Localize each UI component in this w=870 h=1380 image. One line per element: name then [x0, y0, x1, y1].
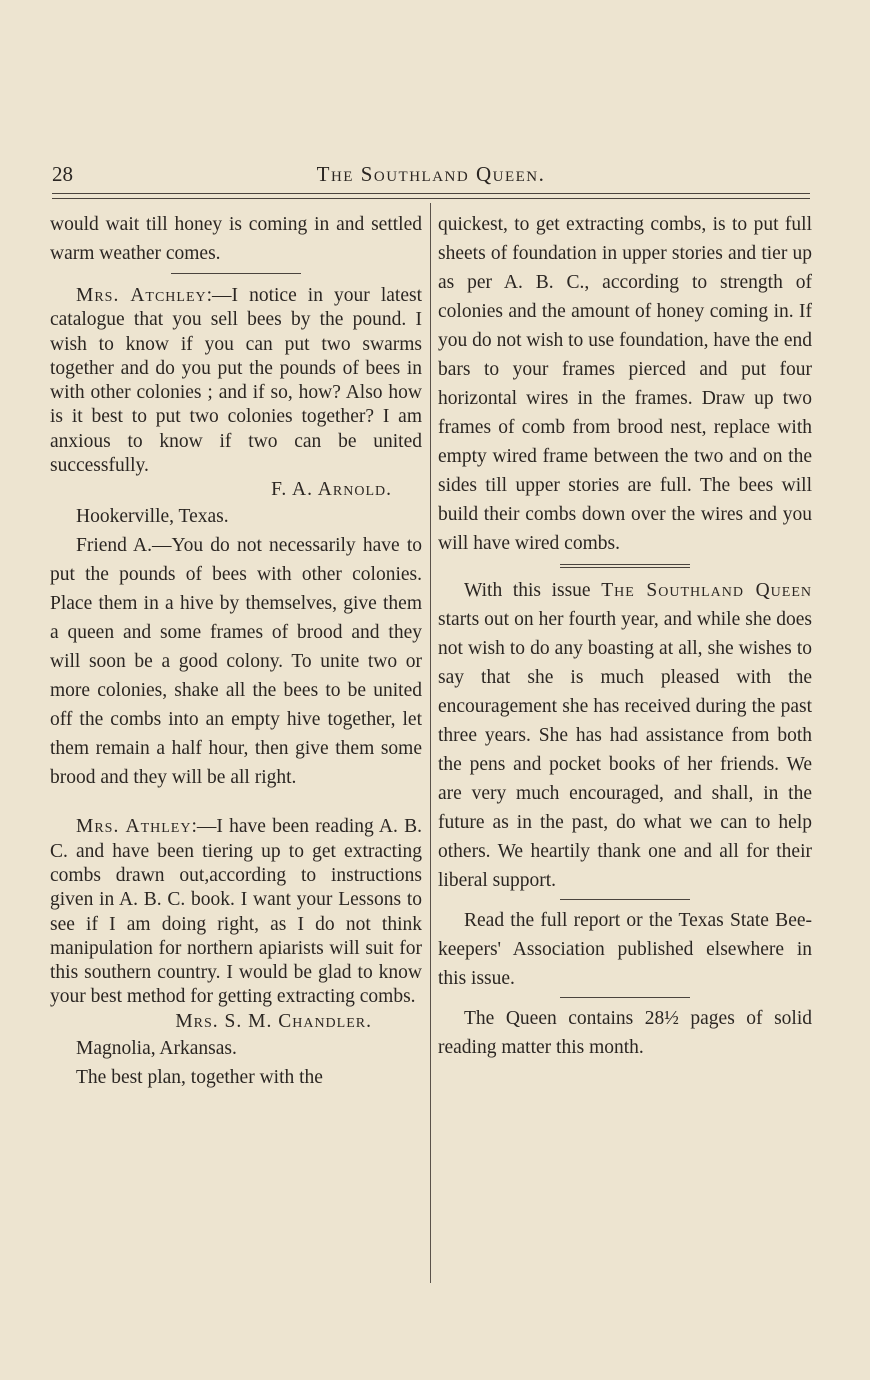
column-divider [430, 203, 431, 1283]
header-rule-bottom [52, 198, 810, 199]
right-column [438, 210, 812, 1062]
letter-arnold [50, 284, 422, 478]
page-header [52, 160, 810, 192]
signature-chandler: Mrs. S. M. Chandler. [175, 1010, 372, 1032]
separator-rule [560, 899, 690, 900]
header-rule-top [52, 193, 810, 194]
left-paragraph-1: would wait till honey is coming in and settled warm weather comes. [50, 214, 422, 264]
separator-rule [560, 997, 690, 998]
reply-chandler-continued: quickest, to get extracting combs, is to put full sheets of foundation in upper stories and tier up as per A. B. C., according to strength of colonies and the amount of honey coming in. If you do not wish to use foundation, have the end bars to your frames pierced and put four horizontal wires in the frames. Draw up two frames of comb from brood nest, replace with empty wired frame between the two and on the sides till upper stories are full. The bees will build their combs down over the wires and you will have wired combs. [438, 214, 812, 554]
speaker-name: Mrs. Athley [76, 816, 192, 838]
separator-rule [171, 273, 301, 274]
reply-chandler-start: The best plan, together with the [76, 1066, 323, 1088]
fourth-year-notice [438, 576, 812, 895]
notice-text: With this issue [464, 580, 602, 601]
speaker-name: Mrs. Atchley [76, 285, 207, 306]
letter-chandler [50, 815, 422, 1009]
notice-text: starts out on her fourth year, and while she does not wish to do any boasting at all, she wishes to say that she is much pleased with the encouragement she has received during the past three years. She has had assistance from both the pens and pocket books of her friends. We are very much encouraged, and shall, in the future as in the past, do what we can to help others. We heartily thank one and all for their liberal support. [438, 609, 812, 891]
double-separator-rule [560, 564, 690, 568]
signature-arnold: F. A. Arnold. [271, 479, 392, 501]
running-title: The Southland Queen. [316, 162, 546, 186]
letter-body: :—I have been reading A. B. C. and have been tiering up to get extracting combs drawn out,according to instructions given in A. B. C. book. I want your Lessons to see if I am doing right, as I do not think manipulation for northern apiarists will suit for this southern country. I would be glad to know your best method for getting extracting combs. [50, 816, 422, 1008]
page-count-notice: The Queen contains 28½ pages of solid reading matter this month. [438, 1008, 812, 1058]
report-notice: Read the full report or the Texas State Bee-keepers' Association published elsewhere in this issue. [438, 910, 812, 989]
letter-body: :—I notice in your latest catalogue that you sell bees by the pound. I wish to know if you can put two swarms together and do you put the pounds of bees in with other colonies ; and if so, how? Also how is it best to put two colonies together? I am anxious to know if two can be united successfully. [50, 285, 422, 477]
magazine-title: The Southland Queen [601, 580, 812, 601]
left-column [50, 210, 422, 1092]
place-hookerville: Hookerville, Texas. [76, 506, 229, 528]
place-magnolia: Magnolia, Arkansas. [76, 1037, 237, 1059]
page-number: 28 [52, 162, 73, 186]
reply-arnold: Friend A.—You do not necessarily have to put the pounds of bees with other colonies. Place them in a hive by themselves, give them a queen and some frames of brood and they will soon be a good colony. To unite two or more colonies, shake all the bees to be united off the combs into an empty hive together, let them remain a half hour, then give them some brood and they will be all right. [50, 535, 422, 789]
